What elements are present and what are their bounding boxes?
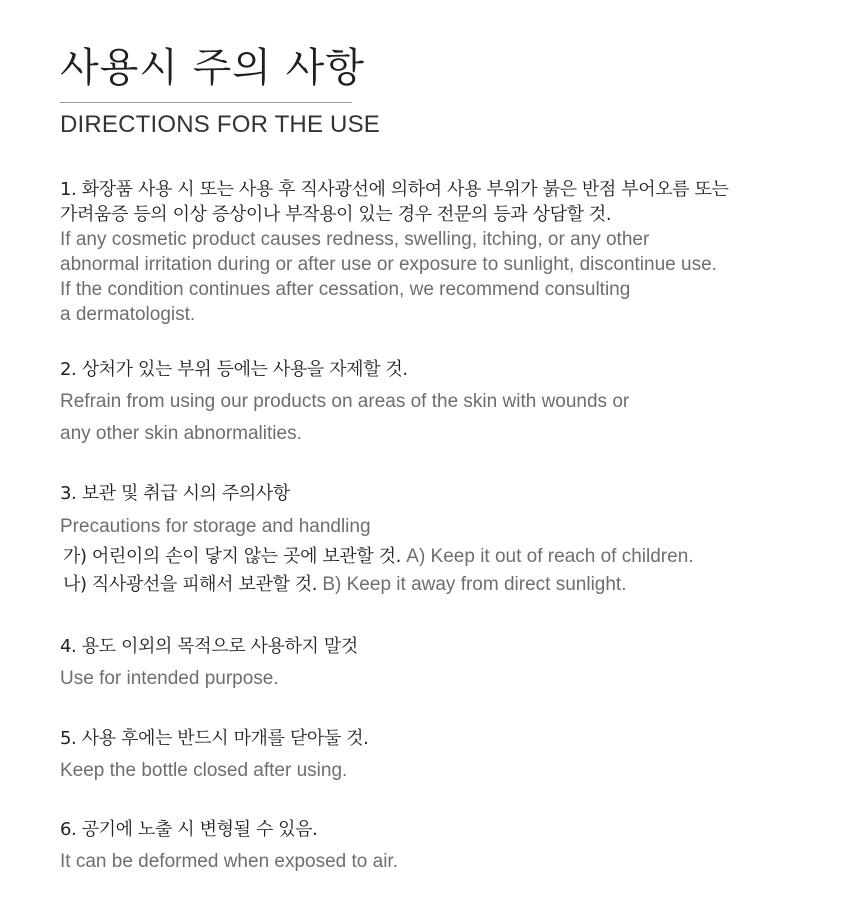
section-4-english-line: Use for intended purpose. (60, 668, 279, 689)
storage-item-a (60, 543, 820, 571)
section-2-heading (60, 357, 820, 382)
section-3-english (60, 514, 820, 539)
storage-item-b-ko: 나) 직사광선을 피해서 보관할 것. (63, 574, 318, 595)
section-5-heading-line: 5. 사용 후에는 반드시 마개를 닫아둘 것. (60, 728, 369, 749)
section-4-heading (60, 634, 820, 659)
storage-item-b (60, 571, 820, 599)
section-2-english-line: Refrain from using our products on areas of the skin with wounds or (60, 391, 630, 412)
section-2-english-line: any other skin abnormalities. (60, 423, 302, 444)
section-4-heading-line: 4. 용도 이외의 목적으로 사용하지 말것 (60, 636, 358, 657)
section-3 (60, 481, 820, 599)
section-1-english (60, 227, 820, 327)
page-title: 사용시 주의 사항 (60, 45, 365, 91)
title-divider (60, 102, 352, 103)
section-5-english-line: Keep the bottle closed after using. (60, 760, 348, 781)
section-1-english-line: If the condition continues after cessation, we recommend consulting (60, 279, 631, 300)
section-3-english-line: Precautions for storage and handling (60, 516, 371, 537)
section-1-heading (60, 177, 820, 227)
section-2 (60, 357, 820, 450)
section-5 (60, 726, 820, 783)
section-6-english-line: It can be deformed when exposed to air. (60, 851, 398, 872)
section-4-english (60, 666, 820, 691)
storage-item-a-en: A) Keep it out of reach of children. (401, 546, 694, 567)
section-3-heading (60, 481, 820, 506)
section-1-english-line: abnormal irritation during or after use or exposure to sunlight, discontinue use. (60, 254, 717, 275)
section-4 (60, 634, 820, 691)
section-2-heading-line: 2. 상처가 있는 부위 등에는 사용을 자제할 것. (60, 359, 408, 380)
storage-item-b-en: B) Keep it away from direct sunlight. (317, 574, 627, 595)
section-5-english (60, 758, 820, 783)
section-3-heading-line: 3. 보관 및 취급 시의 주의사항 (60, 483, 290, 504)
section-5-heading (60, 726, 820, 751)
directions-page (60, 38, 820, 139)
section-1 (60, 177, 820, 327)
section-6 (60, 817, 820, 874)
section-6-english (60, 849, 820, 874)
section-1-heading-line: 1. 화장품 사용 시 또는 사용 후 직사광선에 의하여 사용 부위가 붉은 반점 부어오름 또는 (60, 179, 729, 200)
section-6-heading (60, 817, 820, 842)
section-1-heading-line: 가려움증 등의 이상 증상이나 부작용이 있는 경우 전문의 등과 상담할 것. (60, 204, 612, 225)
section-6-heading-line: 6. 공기에 노출 시 변형될 수 있음. (60, 819, 318, 840)
page-subtitle: DIRECTIONS FOR THE USE (60, 111, 380, 138)
section-2-english (60, 386, 820, 450)
section-1-english-line: a dermatologist. (60, 304, 196, 325)
storage-item-a-ko: 가) 어린이의 손이 닿지 않는 곳에 보관할 것. (63, 546, 401, 567)
section-1-english-line: If any cosmetic product causes redness, swelling, itching, or any other (60, 229, 650, 250)
